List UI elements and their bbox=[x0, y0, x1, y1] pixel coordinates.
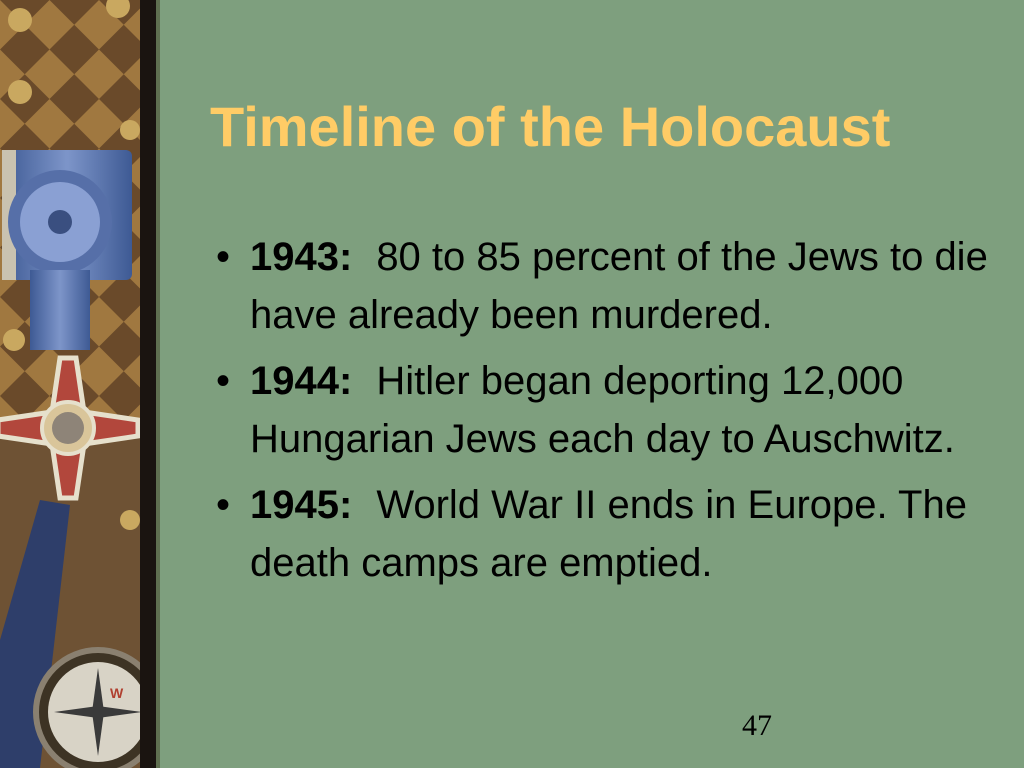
bullet-icon: • bbox=[216, 359, 231, 403]
page-number: 47 bbox=[742, 709, 772, 742]
bullet-text: Hitler began deporting 12,000 Hungarian Jews each day to Auschwitz. bbox=[250, 359, 955, 461]
list-item bbox=[216, 352, 1016, 468]
bullet-icon: • bbox=[216, 235, 231, 279]
bullet-text: 80 to 85 percent of the Jews to die have already been murdered. bbox=[250, 235, 988, 337]
list-item bbox=[216, 228, 1016, 344]
bullet-icon: • bbox=[216, 483, 231, 527]
slide-title: Timeline of the Holocaust bbox=[210, 95, 891, 158]
side-art-image bbox=[0, 0, 160, 768]
bullet-year: 1943: bbox=[250, 235, 353, 279]
bullet-list bbox=[216, 228, 1016, 600]
list-item bbox=[216, 476, 1016, 592]
svg-text:W: W bbox=[110, 685, 124, 701]
bullet-year: 1944: bbox=[250, 359, 353, 403]
bullet-text: World War II ends in Europe. The death camps are emptied. bbox=[250, 483, 967, 585]
bullet-year: 1945: bbox=[250, 483, 353, 527]
